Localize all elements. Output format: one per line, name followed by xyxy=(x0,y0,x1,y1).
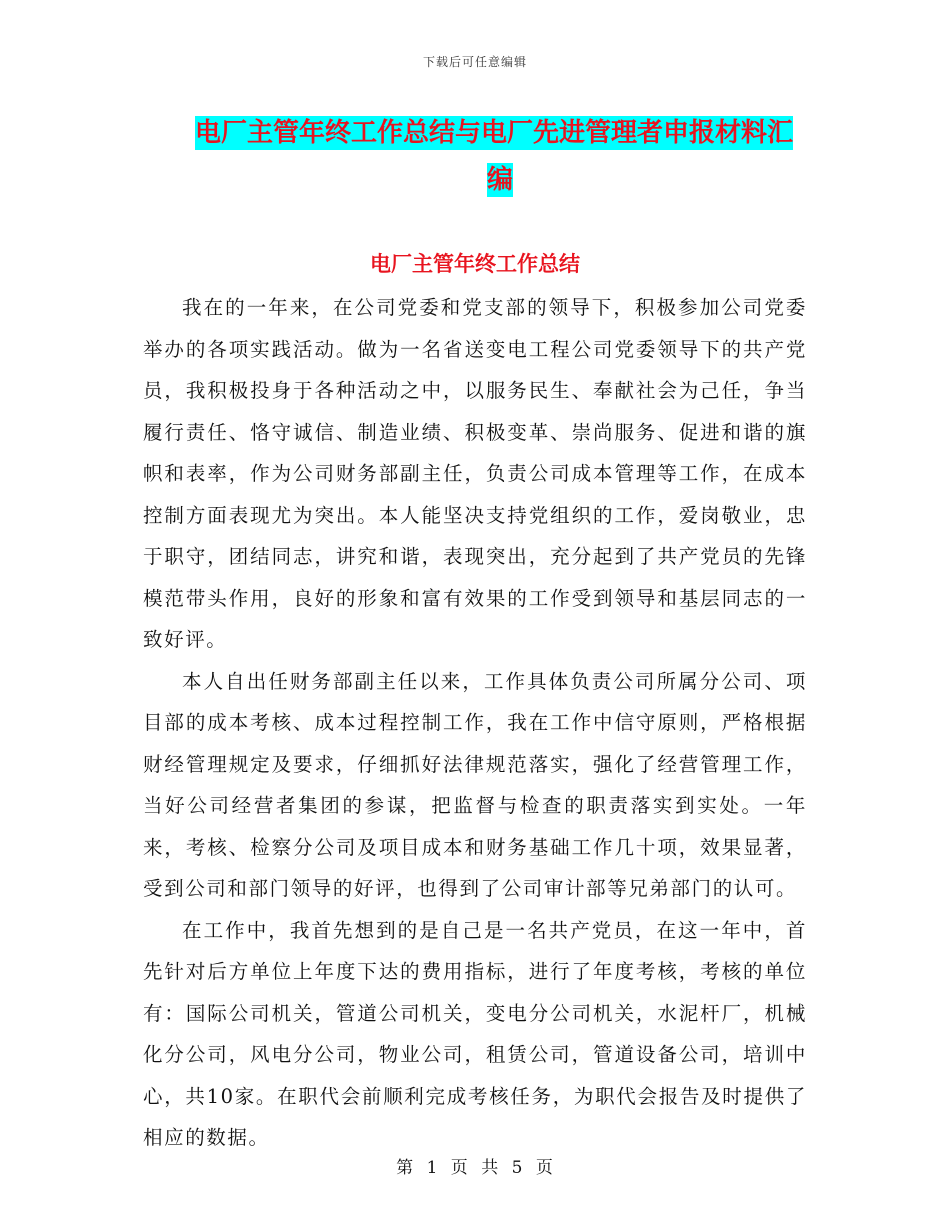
section-title: 电厂主管年终工作总结 xyxy=(370,251,580,276)
body-text xyxy=(143,287,807,1159)
paragraph: 我在的一年来，在公司党委和党支部的领导下，积极参加公司党委举办的各项实践活动。做为一名省送变电工程公司党委领导下的共产党员，我积极投身于各种活动之中，以服务民生、奉献社会为己任，争当履行责任、恪守诚信、制造业绩、积极变革、崇尚服务、促进和谐的旗帜和表率，作为公司财务部副主任，负责公司成本管理等工作，在成本控制方面表现尤为突出。本人能坚决支持党组织的工作，爱岗敬业，忠于职守，团结同志，讲究和谐，表现突出，充分起到了共产党员的先锋模范带头作用，良好的形象和富有效果的工作受到领导和基层同志的一致好评。 xyxy=(143,296,807,651)
document-title xyxy=(195,110,805,204)
header-note: 下载后可任意编辑 xyxy=(422,55,527,69)
title-line-1: 电厂主管年终工作总结与电厂先进管理者申报材料汇 xyxy=(195,118,794,148)
paragraph: 在工作中，我首先想到的是自己是一名共产党员，在这一年中，首先针对后方单位上年度下达的费用指标，进行了年度考核，考核的单位有：国际公司机关，管道公司机关，变电分公司机关，水泥杆厂，机械化分公司，风电分公司，物业公司，租赁公司，管道设备公司，培训中心，共10家。在职代会前顺利完成考核任务，为职代会报告及时提供了相应的数据。 xyxy=(143,918,807,1149)
title-line-2: 编 xyxy=(486,165,513,195)
page-footer: 第 1 页 共 5 页 xyxy=(396,1158,554,1178)
paragraph: 本人自出任财务部副主任以来，工作具体负责公司所属分公司、项目部的成本考核、成本过程控制工作，我在工作中信守原则，严格根据财经管理规定及要求，仔细抓好法律规范落实，强化了经营管理工作，当好公司经营者集团的参谋，把监督与检查的职责落实到实处。一年来，考核、检察分公司及项目成本和财务基础工作几十项，效果显著，受到公司和部门领导的好评，也得到了公司审计部等兄弟部门的认可。 xyxy=(143,669,807,900)
